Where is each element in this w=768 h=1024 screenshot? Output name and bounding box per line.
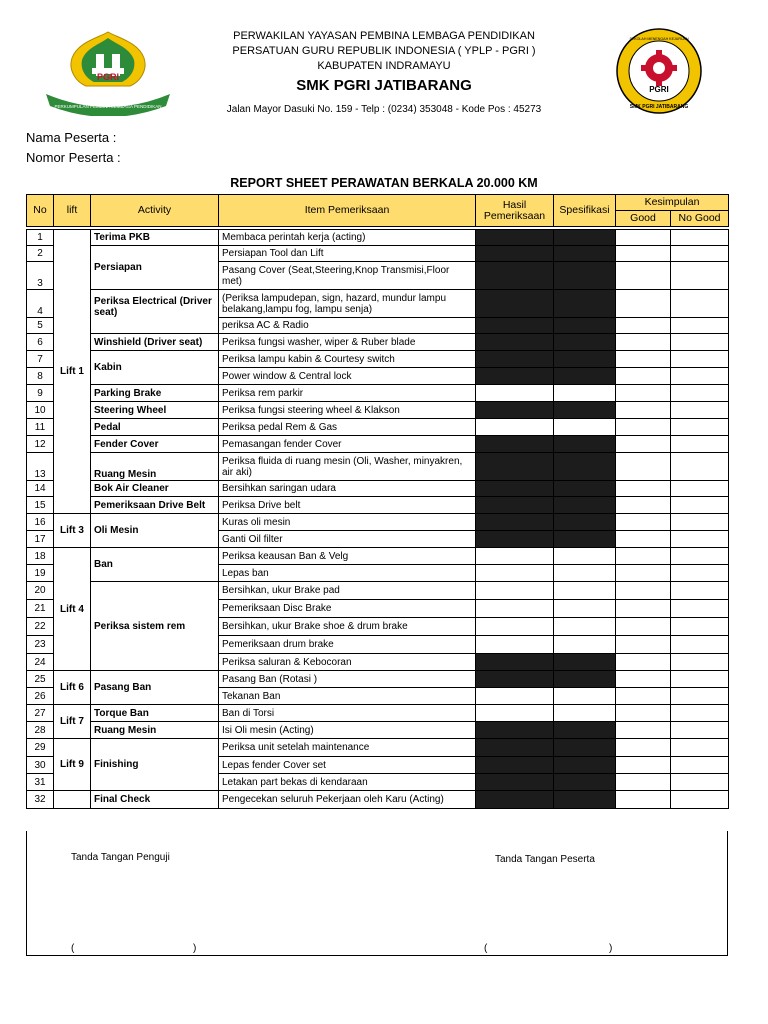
item-cell: Isi Oli mesin (Acting)	[219, 722, 476, 739]
good-cell[interactable]	[616, 246, 671, 262]
spesifikasi-cell	[554, 531, 616, 548]
item-cell: Pemeriksaan drum brake	[219, 636, 476, 654]
spesifikasi-cell	[554, 230, 616, 246]
good-cell[interactable]	[616, 654, 671, 671]
spesifikasi-cell[interactable]	[554, 548, 616, 565]
spesifikasi-cell	[554, 654, 616, 671]
item-cell: Pemeriksaan Disc Brake	[219, 600, 476, 618]
spesifikasi-cell	[554, 774, 616, 791]
penguji-paren-close: )	[193, 943, 197, 954]
hasil-cell	[476, 290, 554, 318]
good-cell[interactable]	[616, 453, 671, 481]
item-cell: Periksa Drive belt	[219, 497, 476, 514]
activity-cell: Steering Wheel	[91, 402, 219, 419]
good-cell[interactable]	[616, 688, 671, 705]
right-logo-top: SEKOLAH MENENGAH KEJURUAN	[629, 37, 689, 41]
hasil-cell	[476, 318, 554, 334]
item-cell: Tekanan Ban	[219, 688, 476, 705]
hasil-cell[interactable]	[476, 565, 554, 582]
spesifikasi-cell	[554, 453, 616, 481]
good-cell[interactable]	[616, 402, 671, 419]
spesifikasi-cell	[554, 722, 616, 739]
signature-box	[26, 831, 728, 956]
good-cell[interactable]	[616, 230, 671, 246]
hasil-cell	[476, 514, 554, 531]
col-header-good: Good	[616, 211, 671, 227]
nogood-cell[interactable]	[671, 565, 729, 582]
nogood-cell[interactable]	[671, 334, 729, 351]
school-name: SMK PGRI JATIBARANG	[296, 77, 472, 94]
row-no: 12	[27, 436, 54, 453]
good-cell[interactable]	[616, 262, 671, 290]
hasil-cell[interactable]	[476, 600, 554, 618]
nama-peserta-label: Nama Peserta :	[26, 130, 117, 145]
right-logo-text: PGRI	[649, 85, 669, 94]
row-no: 10	[27, 402, 54, 419]
penguji-paren-open: (	[71, 943, 75, 954]
peserta-paren-close: )	[609, 943, 613, 954]
col-header-item: Item Pemeriksaan	[219, 195, 476, 227]
spesifikasi-cell	[554, 757, 616, 774]
spesifikasi-cell	[554, 262, 616, 290]
row-no: 15	[27, 497, 54, 514]
spesifikasi-cell	[554, 402, 616, 419]
spesifikasi-cell	[554, 497, 616, 514]
row-no: 1	[27, 230, 54, 246]
school-address: Jalan Mayor Dasuki No. 159 - Telp : (0234) 353048 - Kode Pos : 45273	[226, 104, 542, 115]
nogood-cell[interactable]	[671, 739, 729, 757]
item-cell: Periksa lampu kabin & Courtesy switch	[219, 351, 476, 368]
row-no: 25	[27, 671, 54, 688]
nogood-cell[interactable]	[671, 290, 729, 318]
item-cell: Bersihkan, ukur Brake shoe & drum brake	[219, 618, 476, 636]
spesifikasi-cell[interactable]	[554, 688, 616, 705]
activity-cell: Pasang Ban	[91, 671, 219, 705]
good-cell[interactable]	[616, 548, 671, 565]
item-cell: Membaca perintah kerja (acting)	[219, 230, 476, 246]
col-header-hasil	[476, 195, 554, 227]
spesifikasi-cell	[554, 481, 616, 497]
hasil-cell	[476, 791, 554, 809]
peserta-paren-open: (	[484, 943, 488, 954]
row-no: 32	[27, 791, 54, 809]
col-header-spesifikasi: Spesifikasi	[554, 195, 616, 227]
row-no: 7	[27, 351, 54, 368]
good-cell[interactable]	[616, 368, 671, 385]
col-header-nogood: No Good	[671, 211, 729, 227]
activity-cell: Oli Mesin	[91, 514, 219, 548]
good-cell[interactable]	[616, 774, 671, 791]
activity-cell: Ruang Mesin	[91, 722, 219, 739]
spesifikasi-cell[interactable]	[554, 618, 616, 636]
hasil-cell	[476, 654, 554, 671]
row-no: 6	[27, 334, 54, 351]
good-cell[interactable]	[616, 531, 671, 548]
nomor-peserta-label: Nomor Peserta :	[26, 150, 121, 165]
activity-cell: Bok Air Cleaner	[91, 481, 219, 497]
activity-cell: Pedal	[91, 419, 219, 436]
item-cell: Bersihkan saringan udara	[219, 481, 476, 497]
good-cell[interactable]	[616, 722, 671, 739]
report-title: REPORT SHEET PERAWATAN BERKALA 20.000 KM	[230, 176, 538, 190]
good-cell[interactable]	[616, 618, 671, 636]
item-cell: Pemasangan fender Cover	[219, 436, 476, 453]
row-no: 21	[27, 600, 54, 618]
nogood-cell[interactable]	[671, 791, 729, 809]
hasil-cell	[476, 757, 554, 774]
item-cell: Periksa saluran & Kebocoran	[219, 654, 476, 671]
nogood-cell[interactable]	[671, 636, 729, 654]
nogood-cell[interactable]	[671, 600, 729, 618]
nogood-cell[interactable]	[671, 618, 729, 636]
nogood-cell[interactable]	[671, 497, 729, 514]
activity-cell: Terima PKB	[91, 230, 219, 246]
nogood-cell[interactable]	[671, 548, 729, 565]
good-cell[interactable]	[616, 705, 671, 722]
signature-peserta-label: Tanda Tangan Peserta	[495, 854, 595, 865]
nogood-cell[interactable]	[671, 385, 729, 402]
good-cell[interactable]	[616, 318, 671, 334]
nogood-cell[interactable]	[671, 654, 729, 671]
activity-cell: Torque Ban	[91, 705, 219, 722]
hasil-cell	[476, 351, 554, 368]
good-cell[interactable]	[616, 600, 671, 618]
activity-cell: Ban	[91, 548, 219, 582]
activity-cell: Periksa sistem rem	[91, 582, 219, 671]
nogood-cell[interactable]	[671, 688, 729, 705]
nogood-cell[interactable]	[671, 582, 729, 600]
hasil-cell[interactable]	[476, 618, 554, 636]
activity-cell: Pemeriksaan Drive Belt	[91, 497, 219, 514]
row-no: 30	[27, 757, 54, 774]
good-cell[interactable]	[616, 565, 671, 582]
item-cell: Kuras oli mesin	[219, 514, 476, 531]
item-cell: Lepas ban	[219, 565, 476, 582]
lift-cell-empty	[54, 791, 91, 809]
item-cell: Letakan part bekas di kendaraan	[219, 774, 476, 791]
col-header-hasil-1: Hasil	[502, 198, 527, 211]
good-cell[interactable]	[616, 290, 671, 318]
nogood-cell[interactable]	[671, 368, 729, 385]
hasil-cell	[476, 739, 554, 757]
spesifikasi-cell[interactable]	[554, 705, 616, 722]
item-cell: Periksa unit setelah maintenance	[219, 739, 476, 757]
hasil-cell	[476, 453, 554, 481]
item-cell: Ban di Torsi	[219, 705, 476, 722]
spesifikasi-cell	[554, 290, 616, 318]
good-cell[interactable]	[616, 351, 671, 368]
good-cell[interactable]	[616, 582, 671, 600]
hasil-cell[interactable]	[476, 705, 554, 722]
activity-cell: Parking Brake	[91, 385, 219, 402]
row-no: 8	[27, 368, 54, 385]
item-cell: Pasang Cover (Seat,Steering,Knop Transmisi,Floor met)	[219, 262, 476, 290]
hasil-cell	[476, 402, 554, 419]
row-no: 18	[27, 548, 54, 565]
good-cell[interactable]	[616, 334, 671, 351]
row-no: 4	[27, 290, 54, 318]
good-cell[interactable]	[616, 739, 671, 757]
item-cell: periksa AC & Radio	[219, 318, 476, 334]
hasil-cell[interactable]	[476, 688, 554, 705]
item-cell: Bersihkan, ukur Brake pad	[219, 582, 476, 600]
hasil-cell[interactable]	[476, 582, 554, 600]
nogood-cell[interactable]	[671, 402, 729, 419]
col-header-no: No	[27, 195, 54, 227]
row-no: 27	[27, 705, 54, 722]
item-cell: Periksa keausan Ban & Velg	[219, 548, 476, 565]
hasil-cell	[476, 230, 554, 246]
row-no: 22	[27, 618, 54, 636]
nogood-cell[interactable]	[671, 351, 729, 368]
row-no: 19	[27, 565, 54, 582]
spesifikasi-cell	[554, 318, 616, 334]
activity-cell: Finishing	[91, 739, 219, 791]
spesifikasi-cell	[554, 671, 616, 688]
hasil-cell	[476, 722, 554, 739]
item-cell: Pengecekan seluruh Pekerjaan oleh Karu (Acting)	[219, 791, 476, 809]
spesifikasi-cell	[554, 368, 616, 385]
activity-cell: Persiapan	[91, 246, 219, 290]
item-cell: Power window & Central lock	[219, 368, 476, 385]
spesifikasi-cell	[554, 514, 616, 531]
activity-cell: Kabin	[91, 351, 219, 385]
hasil-cell	[476, 671, 554, 688]
item-cell: (Periksa lampudepan, sign, hazard, mundur lampu belakang,lampu fog, lampu senja)	[219, 290, 476, 318]
hasil-cell[interactable]	[476, 419, 554, 436]
hasil-cell[interactable]	[476, 548, 554, 565]
lift-cell: Lift 6	[54, 671, 91, 705]
good-cell[interactable]	[616, 514, 671, 531]
nogood-cell[interactable]	[671, 436, 729, 453]
lift-cell: Lift 7	[54, 705, 91, 739]
item-cell: Periksa fungsi steering wheel & Klakson	[219, 402, 476, 419]
row-no: 2	[27, 246, 54, 262]
header-line-1: PERWAKILAN YAYASAN PEMBINA LEMBAGA PENDIDIKAN	[233, 30, 535, 42]
item-cell: Periksa fluida di ruang mesin (Oli, Washer, minyakren, air aki)	[219, 453, 476, 481]
col-header-lift: lift	[54, 195, 91, 227]
right-logo-ring: SMK PGRI JATIBARANG	[629, 104, 689, 110]
item-cell: Pasang Ban (Rotasi )	[219, 671, 476, 688]
spesifikasi-cell[interactable]	[554, 385, 616, 402]
col-header-kesimpulan: Kesimpulan	[616, 195, 729, 211]
hasil-cell	[476, 436, 554, 453]
row-no: 11	[27, 419, 54, 436]
hasil-cell	[476, 531, 554, 548]
nogood-cell[interactable]	[671, 453, 729, 481]
spesifikasi-cell	[554, 334, 616, 351]
row-no: 16	[27, 514, 54, 531]
header-line-2: PERSATUAN GURU REPUBLIK INDONESIA ( YPLP - PGRI )	[232, 45, 536, 57]
lift-cell: Lift 9	[54, 739, 91, 791]
nogood-cell[interactable]	[671, 774, 729, 791]
activity-cell: Fender Cover	[91, 436, 219, 453]
left-logo-ribbon: PERKUMPULAN PEMBINA LEMBAGA PENDIDIKAN	[54, 104, 162, 109]
activity-cell: Final Check	[91, 791, 219, 809]
activity-cell: Winshield (Driver seat)	[91, 334, 219, 351]
header-line-3: KABUPATEN INDRAMAYU	[317, 60, 451, 72]
spesifikasi-cell	[554, 351, 616, 368]
spesifikasi-cell	[554, 246, 616, 262]
nogood-cell[interactable]	[671, 230, 729, 246]
spesifikasi-cell	[554, 436, 616, 453]
spesifikasi-cell[interactable]	[554, 600, 616, 618]
col-header-hasil-2: Pemeriksaan	[483, 209, 546, 222]
good-cell[interactable]	[616, 791, 671, 809]
nogood-cell[interactable]	[671, 318, 729, 334]
hasil-cell	[476, 246, 554, 262]
row-no: 20	[27, 582, 54, 600]
item-cell: Periksa pedal Rem & Gas	[219, 419, 476, 436]
activity-cell: Ruang Mesin	[91, 453, 219, 481]
hasil-cell	[476, 334, 554, 351]
good-cell[interactable]	[616, 481, 671, 497]
row-no: 31	[27, 774, 54, 791]
hasil-cell[interactable]	[476, 636, 554, 654]
col-header-activity: Activity	[91, 195, 219, 227]
good-cell[interactable]	[616, 436, 671, 453]
row-no: 24	[27, 654, 54, 671]
row-no: 28	[27, 722, 54, 739]
nogood-cell[interactable]	[671, 514, 729, 531]
item-cell: Persiapan Tool dan Lift	[219, 246, 476, 262]
good-cell[interactable]	[616, 385, 671, 402]
hasil-cell	[476, 497, 554, 514]
row-no: 3	[27, 262, 54, 290]
smk-right-logo	[614, 26, 704, 116]
good-cell[interactable]	[616, 497, 671, 514]
good-cell[interactable]	[616, 419, 671, 436]
activity-cell: Periksa Electrical (Driver seat)	[91, 290, 219, 334]
nogood-cell[interactable]	[671, 705, 729, 722]
item-cell: Periksa fungsi washer, wiper & Ruber blade	[219, 334, 476, 351]
spesifikasi-cell	[554, 791, 616, 809]
row-no: 13	[27, 453, 54, 481]
nogood-cell[interactable]	[671, 757, 729, 774]
row-no: 9	[27, 385, 54, 402]
item-cell: Lepas fender Cover set	[219, 757, 476, 774]
signature-penguji-label: Tanda Tangan Penguji	[71, 852, 170, 863]
spesifikasi-cell	[554, 739, 616, 757]
good-cell[interactable]	[616, 671, 671, 688]
good-cell[interactable]	[616, 757, 671, 774]
letterhead	[0, 0, 768, 120]
hasil-cell[interactable]	[476, 385, 554, 402]
nogood-cell[interactable]	[671, 481, 729, 497]
nogood-cell[interactable]	[671, 419, 729, 436]
item-cell: Ganti Oil filter	[219, 531, 476, 548]
spesifikasi-cell[interactable]	[554, 565, 616, 582]
lift-cell: Lift 3	[54, 514, 91, 548]
hasil-cell	[476, 774, 554, 791]
hasil-cell	[476, 368, 554, 385]
report-table	[26, 194, 729, 809]
spesifikasi-cell[interactable]	[554, 582, 616, 600]
hasil-cell	[476, 481, 554, 497]
spesifikasi-cell[interactable]	[554, 636, 616, 654]
row-no: 23	[27, 636, 54, 654]
lift-cell: Lift 4	[54, 548, 91, 671]
left-logo-text: PGRI	[96, 72, 120, 82]
nogood-cell[interactable]	[671, 262, 729, 290]
row-no: 26	[27, 688, 54, 705]
row-no: 5	[27, 318, 54, 334]
item-cell: Periksa rem parkir	[219, 385, 476, 402]
nogood-cell[interactable]	[671, 722, 729, 739]
nogood-cell[interactable]	[671, 671, 729, 688]
row-no: 17	[27, 531, 54, 548]
lift-cell: Lift 1	[54, 230, 91, 514]
good-cell[interactable]	[616, 636, 671, 654]
row-no: 29	[27, 739, 54, 757]
row-no: 14	[27, 481, 54, 497]
spesifikasi-cell[interactable]	[554, 419, 616, 436]
nogood-cell[interactable]	[671, 246, 729, 262]
hasil-cell	[476, 262, 554, 290]
nogood-cell[interactable]	[671, 531, 729, 548]
